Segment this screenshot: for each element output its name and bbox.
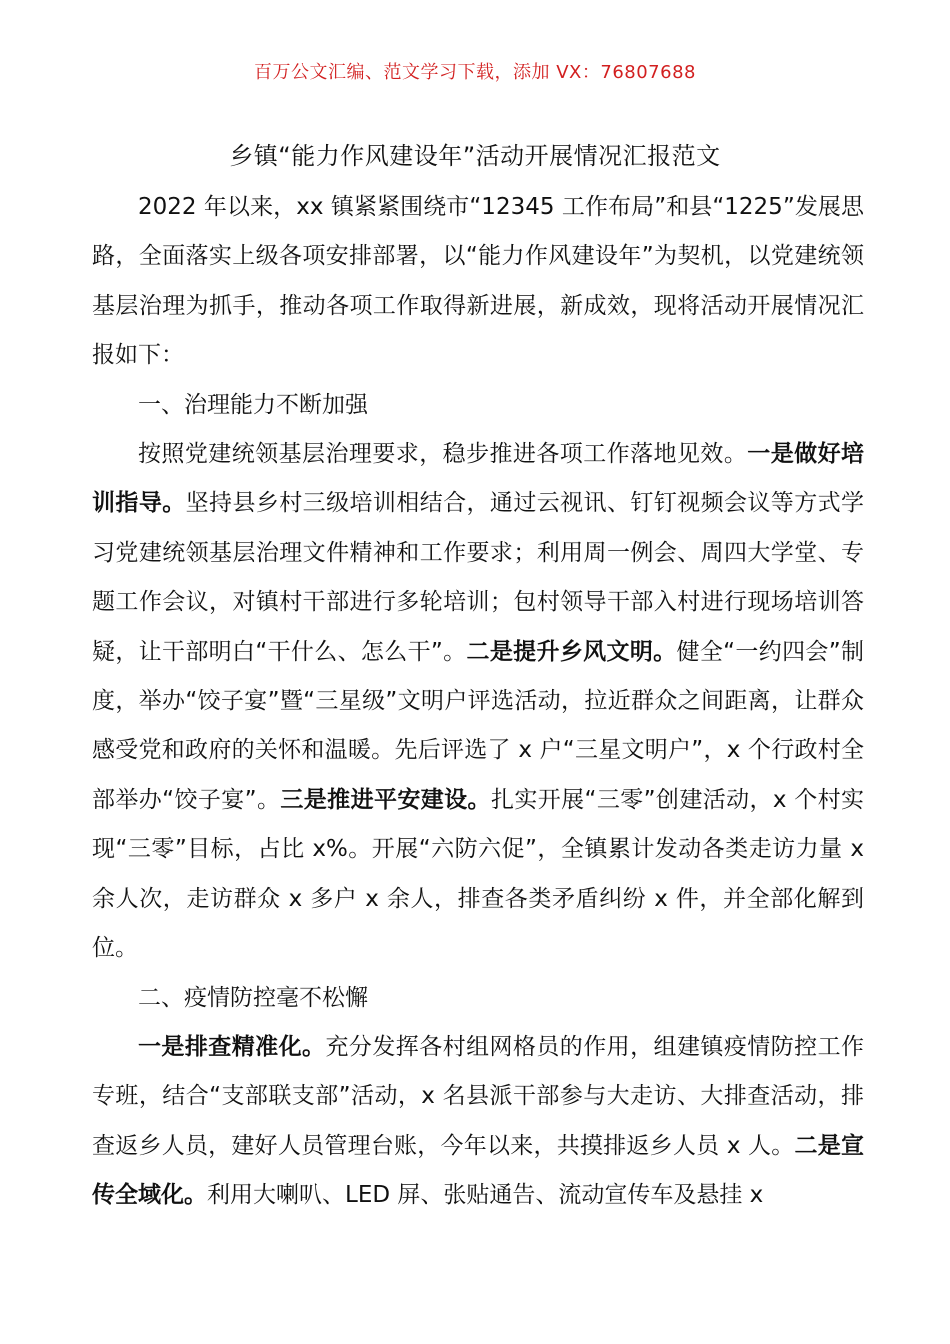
bold-subheading: 二是提升乡风文明。 xyxy=(466,638,677,665)
text-segment: 利用大喇叭、LED 屏、张贴通告、流动宣传车及悬挂 x xyxy=(207,1182,764,1209)
document-title: 乡镇“能力作风建设年”活动开展情况汇报范文 xyxy=(229,142,721,170)
document-body xyxy=(92,183,864,1221)
paragraph-governance xyxy=(92,430,864,973)
section-heading-1 xyxy=(92,381,864,430)
text-segment: 扎实开展“三零”创建活动，x 个村实现“三零”目标，占比 x%。开展“六防六促”，全镇累计发动各类走访力量 x 余人次，走访群众 x 多户 x 余人，排查各类矛盾纠纷 x 件，并全部化解到位。 xyxy=(92,786,864,962)
paragraph-intro xyxy=(92,183,864,381)
text-segment: 按照党建统领基层治理要求，稳步推进各项工作落地见效。 xyxy=(138,441,748,468)
text-segment: 二、疫情防控毫不松懈 xyxy=(138,984,368,1011)
section-heading-2 xyxy=(92,974,864,1023)
text-segment: 2022 年以来，xx 镇紧紧围绕市“12345 工作布局”和县“1225”发展思路，全面落实上级各项安排部署，以“能力作风建设年”为契机，以党建统领基层治理为抓手，推动各项工作取得新进展，新成效，现将活动开展情况汇报如下： xyxy=(92,194,864,369)
bold-subheading: 一是做好培训指导。 xyxy=(92,441,865,517)
bold-subheading: 二是宣传全域化。 xyxy=(92,1132,865,1209)
watermark-header: 百万公文汇编、范文学习下载，添加 VX：76807688 xyxy=(254,62,696,83)
bold-subheading: 一是排查精准化。 xyxy=(138,1033,326,1060)
text-segment: 一、治理能力不断加强 xyxy=(138,391,368,418)
text-segment: 健全“一约四会”制度，举办“饺子宴”暨“三星级”文明户评选活动，拉近群众之间距离，让群众感受党和政府的关怀和温暖。先后评选了 x 户“三星文明户”，x 个行政村全部举办“饺子宴”。 xyxy=(92,638,864,813)
paragraph-epidemic xyxy=(92,1023,864,1221)
text-segment: 充分发挥各村组网格员的作用，组建镇疫情防控工作专班，结合“支部联支部”活动，x 名县派干部参与大走访、大排查活动，排查返乡人员，建好人员管理台账，今年以来，共摸排返乡人员 x 人。 xyxy=(92,1033,865,1159)
text-segment: 坚持县乡村三级培训相结合，通过云视讯、钉钉视频会议等方式学习党建统领基层治理文件精神和工作要求；利用周一例会、周四大学堂、专题工作会议，对镇村干部进行多轮培训；包村领导干部入村进行现场培训答疑，让干部明白“干什么、怎么干”。 xyxy=(92,490,864,665)
bold-subheading: 三是推进平安建设。 xyxy=(280,786,491,813)
